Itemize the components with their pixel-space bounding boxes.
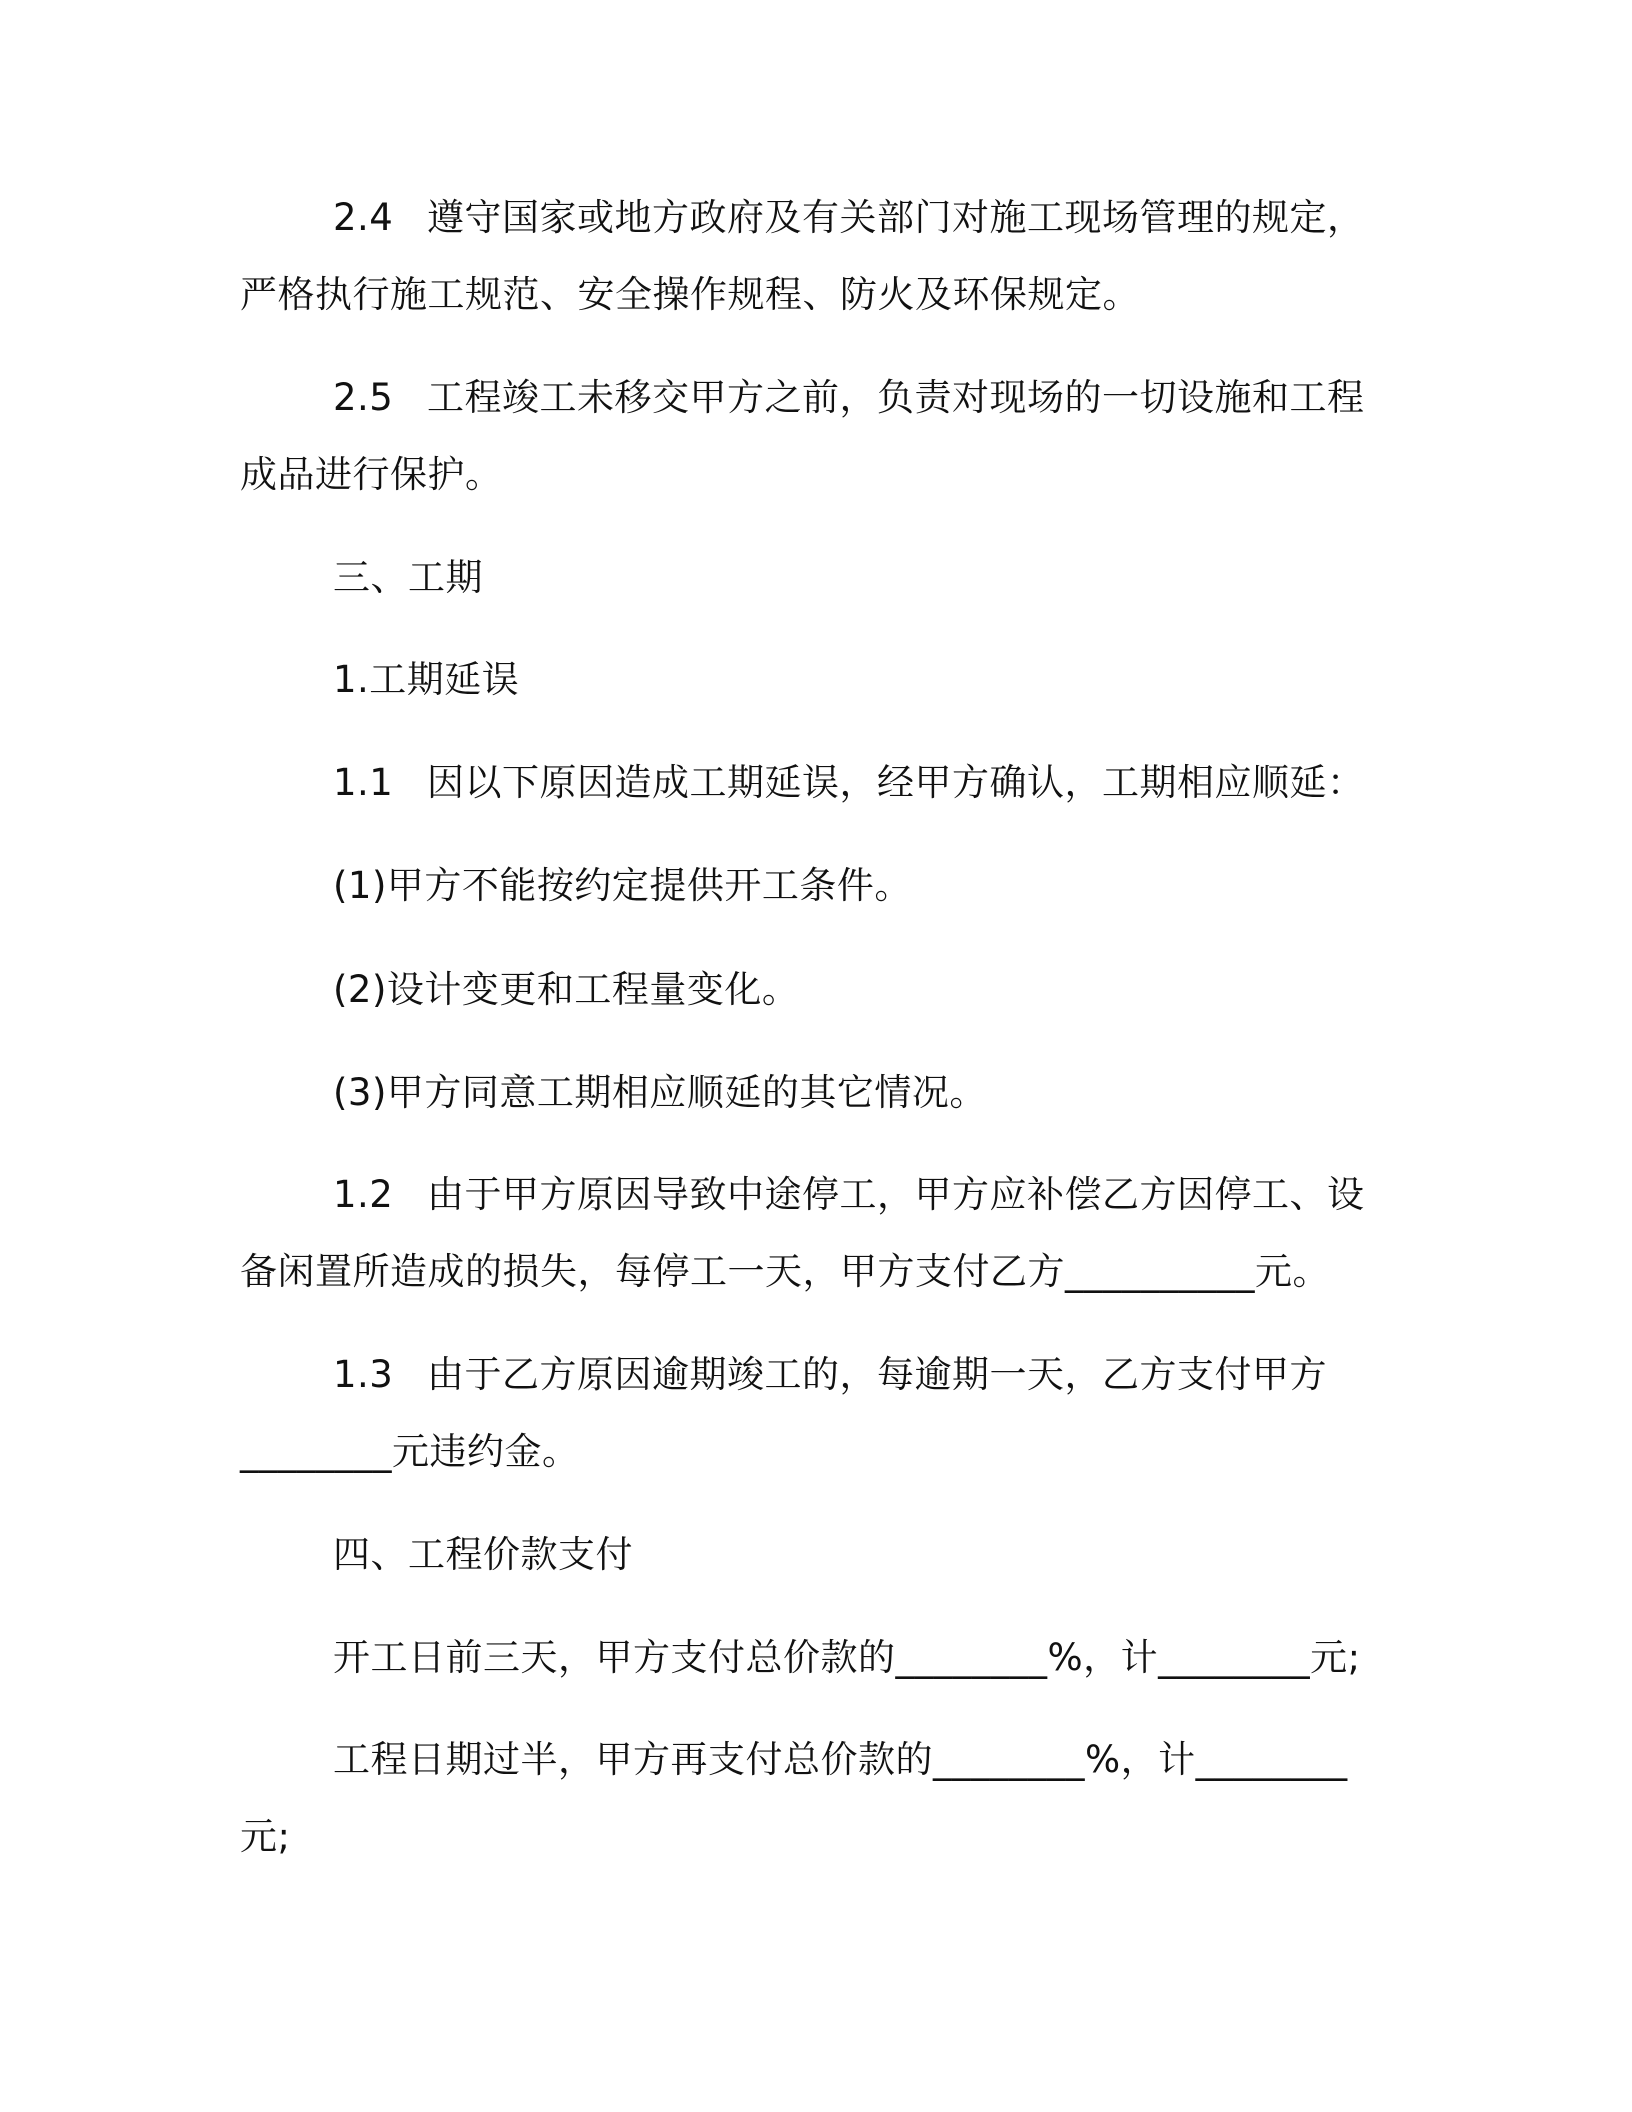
clause-text: 遵守国家或地方政府及有关部门对施工现场管理的规定， [427,196,1365,239]
payment-clause-1: 开工日前三天，甲方支付总价款的________%，计________元; [333,1636,1361,1679]
clause-number: 1.2 [333,1173,394,1216]
clause-2-4 [333,193,1365,243]
payment-clause-2-continued: 元; [240,1815,291,1858]
clause-2-5-continued: 成品进行保护。 [240,453,503,496]
clause-number: 2.5 [333,376,394,419]
clause-1-3-continued: ________元违约金。 [240,1430,580,1473]
subheading-schedule-delay: 1.工期延误 [333,658,520,701]
clause-number: 1.3 [333,1353,394,1396]
clause-1-2-continued: 备闲置所造成的损失，每停工一天，甲方支付乙方__________元。 [240,1250,1330,1293]
clause-2-5 [333,373,1365,423]
clause-number: 2.4 [333,196,394,239]
clause-number: 1.1 [333,761,394,804]
clause-2-4-continued: 严格执行施工规范、安全操作规程、防火及环保规定。 [240,273,1140,316]
list-item-3: (3)甲方同意工期相应顺延的其它情况。 [333,1071,987,1114]
section-heading-4: 四、工程价款支付 [333,1533,633,1576]
clause-text: 因以下原因造成工期延误，经甲方确认，工期相应顺延： [427,761,1365,804]
list-item-2: (2)设计变更和工程量变化。 [333,968,800,1011]
clause-1-2 [333,1170,1365,1220]
section-heading-3: 三、工期 [333,556,483,599]
clause-text: 由于甲方原因导致中途停工，甲方应补偿乙方因停工、设 [427,1173,1365,1216]
clause-1-1 [333,758,1365,808]
payment-clause-2: 工程日期过半，甲方再支付总价款的________%，计________ [333,1738,1348,1781]
clause-1-3 [333,1350,1327,1400]
list-item-1: (1)甲方不能按约定提供开工条件。 [333,864,912,907]
clause-text: 由于乙方原因逾期竣工的，每逾期一天，乙方支付甲方 [427,1353,1327,1396]
clause-text: 工程竣工未移交甲方之前，负责对现场的一切设施和工程 [427,376,1365,419]
